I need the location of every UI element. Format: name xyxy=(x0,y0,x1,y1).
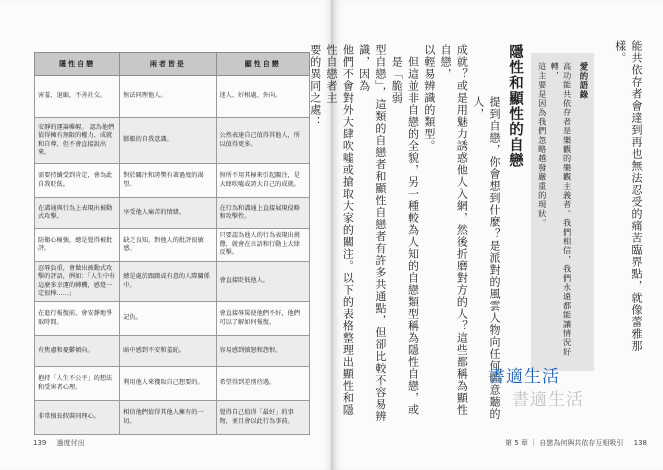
running-title-left: 過度付出 xyxy=(56,439,85,447)
table-cell: 有焦慮和憂鬱傾向。 xyxy=(35,336,120,367)
table-cell: 只要認為他人的行為表現出挑釁，就會在言語和行動上大肆反擊。 xyxy=(216,229,310,262)
table-cell: 抱持「人生不公平」的想法和受害者心理。 xyxy=(35,367,120,401)
quote-text xyxy=(537,62,590,362)
table-row xyxy=(35,198,310,229)
table-row xyxy=(35,229,310,262)
page-number-left: 139 xyxy=(33,439,47,447)
table-row xyxy=(35,401,310,435)
table-cell: 迷人、好相處、外向。 xyxy=(216,76,310,118)
table-cell: 非常擅長假裝同理心。 xyxy=(35,401,120,435)
table-cell: 忍辱負重，會做出被動式攻擊的評語，例如：「人生中有這麼多幸運的轉機，感覺一定很棒……」 xyxy=(35,262,120,302)
table-row xyxy=(35,336,310,367)
table-cell: 安靜的運籌帷幄。 認為他們值得擁有無限的權力、成就和自尊，但不會直接說出來。 xyxy=(35,118,120,164)
table-cell: 容易感到憤怒和怨恨。 xyxy=(216,336,310,367)
running-title-right: 自戀為何與共依存互相吸引 xyxy=(539,439,624,447)
intro-line: 能共依存者會達到再也無法忍受的痛苦臨界點，就像蕾雅那樣。 xyxy=(613,40,643,352)
header-covert: 隱性自戀 xyxy=(35,53,120,76)
table-cell: 在行為和溝通上直接展現侵略和攻擊性。 xyxy=(216,198,310,229)
table-row xyxy=(35,367,310,401)
table-cell: 膨脹的自我意識。 xyxy=(120,118,216,164)
table-cell: 害羞、退縮，不善社交。 xyxy=(35,76,120,118)
body-line: 提到自戀，你會想到什麼？是派對的風雲人物向任何願意聽的人， xyxy=(471,96,501,420)
body-line: 成就？或是用魅力誘惑他人入網，然後折磨對方的人？這些都稱為顯性自戀， xyxy=(439,44,469,416)
table-cell: 享受他人痛苦的情緒。 xyxy=(120,198,216,229)
table-cell: 會直接辱罵使他們不好，他們可以了解如何報復。 xyxy=(216,302,310,336)
table-cell: 無所不用其極來引起關注，是大肆吹噓或誇大自己的成就。 xyxy=(216,164,310,198)
right-folio xyxy=(505,438,647,448)
header-both: 兩者皆是 xyxy=(120,53,216,76)
table-cell: 利用他人來獲取自己想要的。 xyxy=(120,367,216,401)
quote-line: 高功能共依存者是樂觀的樂觀主義者。我們相信，我們永遠都能讓情況好轉， xyxy=(550,62,573,357)
table-cell: 對於關注和誇獎有著過度的渴望。 xyxy=(120,164,216,198)
table-cell: 記仇。 xyxy=(120,302,216,336)
left-folio xyxy=(33,438,85,448)
body-line: 但這並非自戀的全貌，另一種較為人知的自戀類型稱為隱性自戀，或是「脆弱 xyxy=(390,56,420,416)
table-row xyxy=(35,262,310,302)
table-row xyxy=(35,164,310,198)
table-cell: 總是處於跟踉或有意的人際關係中。 xyxy=(120,262,216,302)
page-number-right: 138 xyxy=(633,439,647,447)
quote-title: 愛的語錄 xyxy=(579,62,589,100)
body-text xyxy=(308,44,502,424)
table-cell: 缺乏良知，對他人的批評很敏感。 xyxy=(120,229,216,262)
table-row xyxy=(35,118,310,164)
table-cell: 公然表達自己值得其他人，所以值得更多。 xyxy=(216,118,310,164)
body-line: 他們不會對外大肆吹噓或搶取大家的關注。以下的表格整理出顯性和隱性自戀者主 xyxy=(325,44,355,416)
table-cell: 在進行報復前，會安靜地爭取時間。 xyxy=(35,302,120,336)
watermark-faint: 書適生活 xyxy=(512,390,584,410)
section-heading: 隱性和顯性的自戀 xyxy=(507,44,523,168)
header-overt: 顯性自戀 xyxy=(216,53,310,76)
chapter-label: 第 5 章 xyxy=(505,439,528,447)
table-cell: 暗中感到不安和羞恥。 xyxy=(120,336,216,367)
intro-text xyxy=(608,40,644,370)
quote-line: 這主要是因為我們忽略越發嚴重的現狀。 xyxy=(537,62,548,228)
table-cell: 防衛心極強，總是覺得被批評。 xyxy=(35,229,120,262)
table-cell: 無法同理他人。 xyxy=(120,76,216,118)
watermark: 書適生活 xyxy=(488,367,560,387)
separator: ｜ xyxy=(530,439,538,447)
table-cell: 相信他們值得其他人擁有的一切。 xyxy=(120,401,216,435)
table-cell: 覺得自己值得「最好」的事物，並且會以此行為事前。 xyxy=(216,401,310,435)
table-cell: 會直接貶低他人。 xyxy=(216,262,310,302)
body-line: 以輕易辨識的類型。 xyxy=(422,44,436,152)
comparison-table xyxy=(34,52,310,435)
table-cell: 希望得到差別待遇。 xyxy=(216,367,310,401)
body-line: 型自戀」，這類的自戀者和顯性自戀者有許多共通點，但卻比較不容易辨識，因為 xyxy=(357,44,387,423)
table-cell: 需要持續受到肯定，會為此自我貶低。 xyxy=(35,164,120,198)
table-row xyxy=(35,302,310,336)
table-row xyxy=(35,76,310,118)
table-header-row xyxy=(35,53,310,76)
table-cell: 在溝通與行為上表現出被動式攻擊。 xyxy=(35,198,120,229)
body-line: 要的異同之處： xyxy=(308,44,322,128)
